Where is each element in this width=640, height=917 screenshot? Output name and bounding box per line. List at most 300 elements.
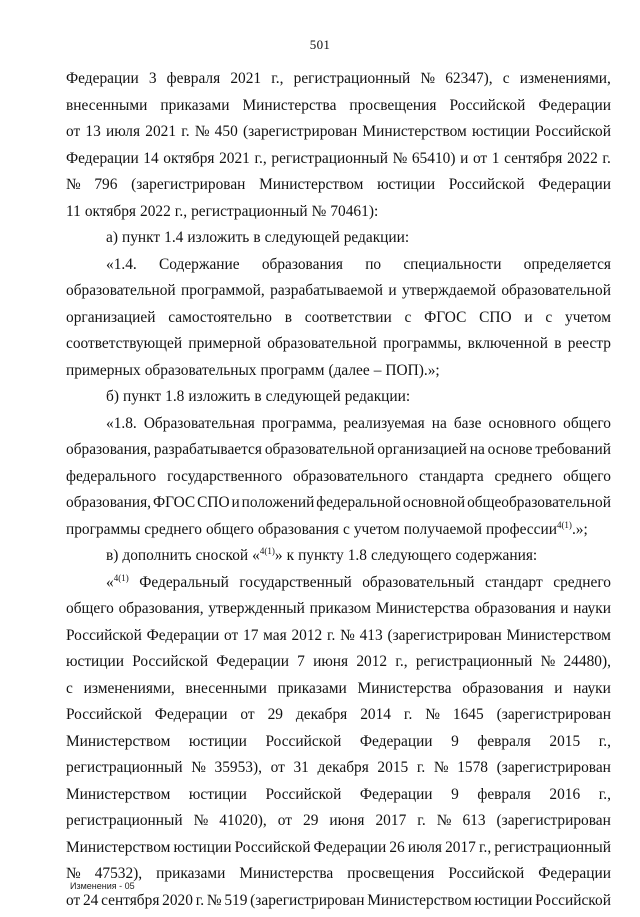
word: федеральной — [316, 494, 401, 511]
word: образовательной — [264, 441, 375, 458]
word: (зарегистрирован — [496, 812, 611, 829]
word: а) — [106, 229, 118, 246]
word: Министерством — [66, 732, 171, 750]
word: регистрационный — [66, 759, 183, 776]
footer-revision-note: Изменения - 05 — [70, 881, 135, 891]
word: 2015 — [549, 732, 581, 750]
word: Российской — [449, 96, 526, 114]
footnote-marker: 4(1) — [113, 572, 129, 583]
word: с — [343, 520, 350, 538]
word: № — [340, 626, 355, 644]
word: 35953), — [214, 759, 262, 776]
word: на — [431, 414, 447, 432]
word: г., — [254, 149, 267, 167]
word: изменениями, — [83, 679, 175, 697]
word: учетом — [353, 520, 400, 538]
text-line — [66, 93, 611, 120]
word: с — [545, 308, 553, 326]
word: (зарегистрирован — [496, 759, 611, 776]
text-line — [66, 119, 611, 146]
word: к — [286, 547, 295, 564]
word: в — [554, 335, 562, 352]
word: редакции: — [343, 229, 410, 246]
word: (зарегистрирован — [250, 891, 365, 909]
word: юстиции — [471, 123, 530, 140]
word: февраля — [166, 70, 221, 87]
word: № — [311, 202, 327, 220]
word: программы — [66, 520, 141, 538]
word: июня — [313, 653, 349, 670]
word: 29 — [267, 706, 283, 723]
word: образовательного — [293, 467, 409, 485]
text-line — [66, 66, 611, 93]
word: общего — [563, 467, 611, 485]
word: Министерством — [259, 176, 364, 193]
word: № — [433, 759, 449, 776]
word: октября — [163, 149, 215, 167]
word: разрабатывается — [153, 441, 262, 458]
word: (зарегистрирован — [242, 123, 358, 140]
word: Федерации — [538, 96, 611, 114]
word: регистрационный — [494, 838, 611, 856]
word: 2015 — [377, 759, 409, 776]
word: 2022 — [566, 149, 598, 167]
word: «1.8. — [106, 414, 137, 432]
word: декабря — [295, 706, 348, 723]
word: общего — [66, 600, 114, 617]
text-line — [66, 225, 611, 252]
text-line — [66, 252, 611, 279]
text-line — [66, 543, 611, 570]
word: (далее — [328, 361, 370, 379]
text-line — [66, 172, 611, 199]
word: профессии$^{4(1)}$.»; — [485, 519, 588, 538]
word: февраля — [477, 732, 531, 750]
word: Российской — [234, 838, 311, 856]
word: 2017 — [375, 812, 407, 829]
word: № — [206, 891, 222, 909]
word: июля — [105, 123, 141, 140]
word: специальности — [403, 255, 502, 273]
word: среднего — [553, 573, 611, 591]
word: реализуемая — [343, 414, 425, 432]
word: Федерации — [216, 653, 289, 670]
word: реестр — [567, 335, 611, 352]
word: следующей — [264, 229, 340, 246]
word: г. — [403, 706, 413, 723]
word: утвержденный — [208, 600, 305, 617]
text-line — [66, 570, 611, 597]
word: 2021 — [145, 123, 177, 140]
word: образовательных — [144, 361, 257, 379]
word: (зарегистрирован — [387, 626, 502, 644]
word: от — [66, 123, 81, 140]
word: г., — [395, 653, 408, 670]
word: Российской — [265, 785, 342, 803]
word: примерной — [188, 335, 261, 352]
text-line — [66, 199, 611, 226]
word: Образовательная — [143, 414, 255, 432]
word: г. — [602, 149, 611, 167]
word: 1645 — [452, 706, 484, 723]
word: г., — [598, 732, 611, 750]
word: № — [66, 865, 81, 882]
word: изложить — [188, 388, 251, 405]
word: Федерации — [538, 865, 611, 882]
word: «$^{4(1)}$» — [252, 545, 283, 564]
word: ПОП).»; — [385, 361, 440, 379]
word: приказами — [277, 679, 347, 697]
word: 3 — [148, 70, 157, 87]
word: Содержание — [158, 255, 240, 273]
word: Российской — [132, 653, 209, 670]
word: февраля — [477, 785, 531, 803]
word: Федерации — [313, 838, 387, 856]
text-line — [66, 702, 611, 729]
word: 2021 — [219, 149, 250, 167]
word: от — [277, 812, 292, 829]
word: образования — [462, 679, 544, 697]
word: 2014 — [360, 706, 391, 723]
word: в — [253, 229, 261, 246]
word: образования — [257, 520, 340, 538]
word: пункт — [122, 388, 162, 405]
word: (зарегистрирован — [131, 176, 246, 193]
word: г., — [271, 70, 284, 87]
word: Министерства — [239, 865, 334, 882]
word: СПО — [479, 308, 512, 326]
word: среднего — [144, 520, 202, 538]
word: внесенными — [185, 679, 267, 697]
word: Министерством — [66, 838, 171, 856]
word: 11 — [66, 202, 81, 220]
word: следующего — [370, 547, 452, 564]
word: юстиции — [474, 891, 533, 909]
word: просвещения — [349, 96, 437, 114]
word: учетом — [565, 308, 611, 326]
word: регистрационный — [66, 812, 183, 829]
word: по — [365, 255, 382, 273]
word: Федерации — [359, 732, 433, 750]
text-line — [66, 437, 611, 464]
word: требований — [535, 441, 611, 458]
word: 796 — [94, 176, 118, 193]
word: № — [436, 812, 452, 829]
text-line — [66, 596, 611, 623]
word: и — [388, 282, 397, 299]
word: 413 — [359, 626, 383, 644]
word: приказами — [160, 96, 230, 114]
word: 1.4 — [164, 229, 184, 246]
text-line — [66, 146, 611, 173]
word: 1.8 — [165, 388, 185, 405]
word: 2022 — [140, 202, 171, 220]
word: общего — [205, 520, 254, 538]
word: просвещения — [347, 865, 435, 882]
word: Российской — [448, 865, 525, 882]
word: Федерации — [359, 785, 433, 803]
word: 7 — [297, 653, 305, 670]
word: сентября — [101, 891, 160, 909]
word: федерального — [66, 467, 157, 485]
word: и — [560, 600, 569, 617]
word: № — [191, 759, 206, 776]
word: программа, — [261, 414, 337, 432]
word: и — [460, 149, 469, 167]
word: основе — [487, 441, 533, 458]
word: редакции: — [344, 388, 411, 405]
word: содержания: — [455, 547, 538, 564]
word: разрабатываемой — [270, 282, 384, 299]
word: юстиции — [188, 785, 247, 803]
word: Федерации — [146, 626, 220, 644]
word: Российской — [535, 123, 611, 140]
word: 14 — [143, 149, 159, 167]
text-line — [66, 305, 611, 332]
word: дополнить — [122, 547, 192, 564]
word: 17 — [243, 626, 259, 644]
word: 26 — [389, 838, 405, 856]
text-line — [66, 649, 611, 676]
word: стандарта — [418, 467, 484, 485]
word: б) — [106, 388, 119, 405]
word: и — [554, 679, 563, 697]
word: Министерством — [506, 626, 611, 644]
word: государственного — [167, 467, 283, 485]
word: образования, — [66, 494, 152, 511]
word: 24 — [82, 891, 99, 909]
text-line — [66, 411, 611, 438]
word: от — [224, 626, 239, 644]
word: общего — [563, 414, 611, 432]
word: г., — [174, 202, 188, 220]
word: стандарт — [485, 573, 543, 591]
word: 2016 — [549, 785, 581, 803]
word: 1 — [491, 149, 500, 167]
text-line — [66, 517, 611, 544]
word: «1.4. — [106, 255, 137, 273]
word: № — [540, 653, 556, 670]
word: октября — [84, 202, 137, 220]
word: с — [66, 679, 73, 697]
word: соответствующей — [66, 335, 183, 352]
word: Федерации — [66, 149, 139, 167]
word: СПО — [197, 494, 230, 511]
word: ФГОС — [424, 308, 467, 326]
word: образования, — [118, 600, 204, 617]
text-line — [66, 278, 611, 305]
page-number: 501 — [309, 37, 331, 52]
word: 519 — [224, 891, 248, 909]
word: изложить — [187, 229, 250, 246]
word: программы, — [383, 335, 462, 352]
word: регистрационный — [271, 149, 388, 167]
word: основной — [402, 494, 466, 511]
word: определяется — [523, 255, 611, 273]
footnote-marker: 4(1) — [556, 519, 572, 530]
word: образования, — [66, 441, 152, 458]
word: (зарегистрирован — [496, 706, 611, 723]
word: сентября — [504, 149, 563, 167]
word: основного — [488, 414, 557, 432]
word: юстиции — [66, 653, 125, 670]
word: от — [240, 706, 255, 723]
word: с — [502, 70, 510, 87]
word: образовательной — [267, 335, 377, 352]
word: и — [524, 308, 533, 326]
word: Федерации — [66, 70, 139, 87]
word: приказом — [309, 600, 371, 617]
word: Федеральный — [139, 573, 229, 591]
word: 9 — [451, 732, 459, 750]
text-line — [66, 623, 611, 650]
word: ФГОС — [152, 494, 196, 511]
word: г. — [416, 759, 426, 776]
word: июня — [329, 812, 365, 829]
word: Российской — [535, 891, 611, 909]
word: юстиции — [173, 838, 232, 856]
word: от — [66, 891, 81, 909]
word: Федерации — [154, 706, 228, 723]
text-line — [66, 384, 611, 411]
word: Федерации — [538, 176, 611, 193]
word: среднего — [494, 467, 553, 485]
word: следующей — [265, 388, 341, 405]
text-line — [66, 676, 611, 703]
word: г. — [195, 891, 205, 909]
word: 24480), — [563, 653, 611, 670]
word: 47532), — [94, 865, 143, 882]
word: 62347), — [445, 70, 493, 87]
word: в — [284, 308, 292, 326]
word: июля — [407, 838, 442, 856]
word: № — [194, 123, 210, 140]
word: получаемой — [403, 520, 482, 538]
word: декабря — [317, 759, 369, 776]
word: внесенными — [66, 96, 148, 114]
text-line — [66, 755, 611, 782]
word: № — [66, 176, 81, 193]
text-line — [66, 808, 611, 835]
text-line — [66, 835, 611, 862]
word: базе — [453, 414, 482, 432]
word: 2012 — [356, 653, 388, 670]
word: 13 — [85, 123, 101, 140]
word: Министерства — [242, 96, 337, 114]
word: положений — [241, 494, 315, 511]
word: регистрационный — [415, 653, 533, 670]
word: Министерством — [66, 785, 171, 803]
word: 1.8 — [347, 547, 367, 564]
word: 2021 — [230, 70, 262, 87]
word: Российской — [448, 176, 525, 193]
word: программ — [260, 361, 325, 379]
word: науки — [573, 600, 611, 617]
word: организацией — [377, 441, 467, 458]
word: 2012 — [291, 626, 323, 644]
word: приказами — [156, 865, 226, 882]
word: юстиции — [188, 732, 247, 750]
word: науки — [573, 679, 611, 697]
word: организацией — [66, 308, 156, 326]
word: утверждаемой — [402, 282, 496, 299]
word: Российской — [66, 706, 142, 723]
word: 65410) — [411, 149, 456, 167]
word: Министерства — [357, 679, 452, 697]
word: № — [392, 149, 408, 167]
word: Российской — [66, 626, 142, 644]
word: 41020), — [219, 812, 267, 829]
document-body — [66, 66, 611, 914]
word: – — [373, 361, 382, 379]
word: примерных — [66, 361, 141, 379]
text-line — [66, 729, 611, 756]
word: на — [469, 441, 485, 458]
word: Министерством — [362, 123, 467, 140]
word: самостоятельно — [168, 308, 272, 326]
word: мая — [263, 626, 287, 644]
text-line — [66, 464, 611, 491]
word: и — [231, 494, 240, 511]
word: регистрационный — [293, 70, 411, 87]
word: от — [472, 149, 488, 167]
word: 29 — [303, 812, 319, 829]
footnote-marker: 4(1) — [259, 545, 275, 556]
word: общеобразовательной — [467, 494, 611, 511]
word: № — [425, 706, 440, 723]
word: «$^{4(1)}$ — [106, 572, 129, 591]
text-line — [66, 861, 611, 888]
text-line — [66, 358, 611, 385]
word: № — [193, 812, 209, 829]
word: с — [404, 308, 412, 326]
word: государственный — [239, 573, 352, 591]
word: 613 — [462, 812, 486, 829]
text-line — [66, 782, 611, 809]
text-line — [66, 490, 611, 517]
word: г., — [478, 838, 492, 856]
word: образовательной — [501, 282, 611, 299]
word: 2020 — [162, 891, 193, 909]
word: регистрационный — [191, 202, 308, 220]
word: 450 — [214, 123, 238, 140]
word: пункту — [298, 547, 344, 564]
word: Министерства — [375, 600, 470, 617]
word: образовательный — [362, 573, 475, 591]
word: № — [420, 70, 436, 87]
word: изменениями, — [519, 70, 611, 87]
text-line — [66, 331, 611, 358]
word: соответствии — [304, 308, 392, 326]
word: г., — [598, 785, 611, 803]
word: юстиции — [377, 176, 436, 193]
word: пункт — [121, 229, 161, 246]
word: включенной — [467, 335, 548, 352]
word: образовательной — [66, 282, 176, 299]
word: сноской — [195, 547, 249, 564]
word: г. — [326, 626, 336, 644]
word: Министерством — [367, 891, 472, 909]
word: программой, — [181, 282, 265, 299]
word: образования — [261, 255, 343, 273]
word: 31 — [293, 759, 309, 776]
word: в) — [106, 547, 119, 564]
word: г. — [417, 812, 426, 829]
word: в — [254, 388, 262, 405]
word: 9 — [451, 785, 459, 803]
word: 70461): — [330, 202, 379, 220]
text-line — [66, 888, 611, 915]
